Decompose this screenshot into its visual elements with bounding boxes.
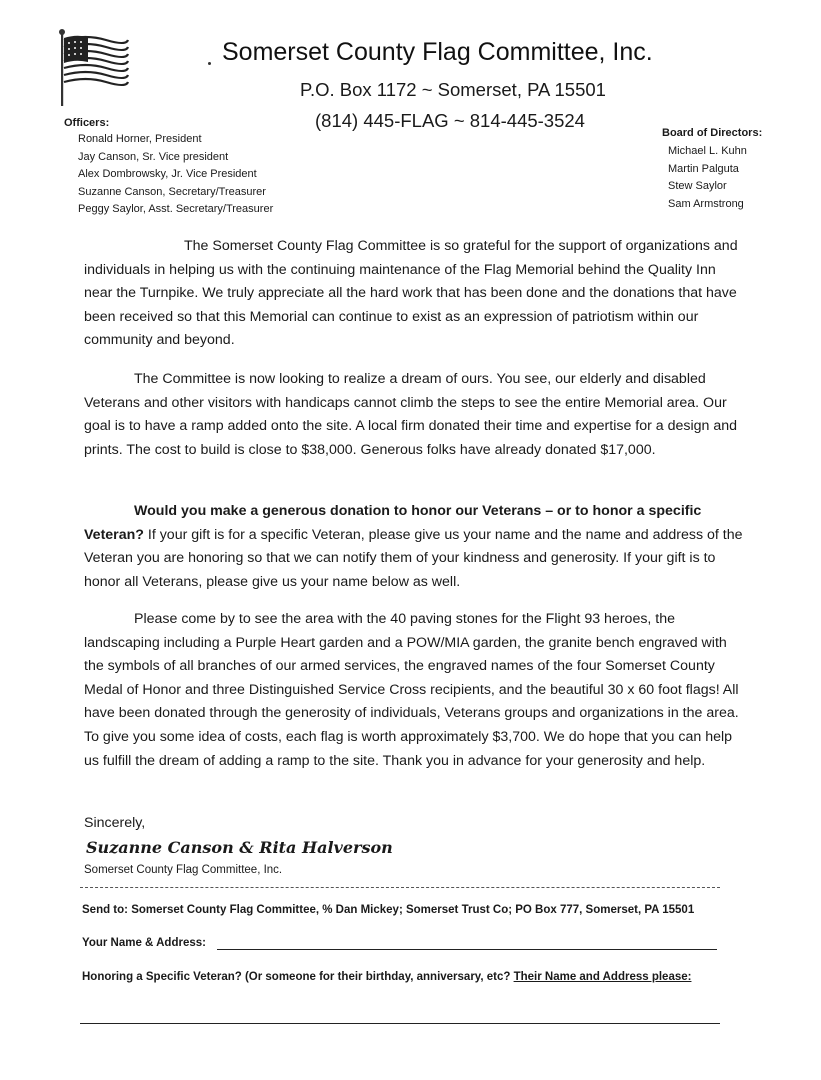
paragraph-text: The Somerset County Flag Committee is so grateful for the support of organizations and individuals in helping us with the continuing maintenance of the Flag Memorial behind the Quality Inn near the Turnpike. We truly appreciate all the hard work that has been done and the donations that have been received so that this Memorial can continue to exist as an expression of patriotism within our community and beyond. (84, 238, 738, 349)
paragraph-gratitude (84, 235, 744, 353)
honoring-name-request: Their Name and Address please: (513, 971, 692, 983)
officer-item: Jay Canson, Sr. Vice president (78, 150, 229, 163)
honoring-question: Honoring a Specific Veteran? (Or someone for their birthday, anniversary, etc? (82, 971, 514, 983)
mailing-address: P.O. Box 1172 ~ Somerset, PA 15501 (300, 79, 606, 100)
page-title: Somerset County Flag Committee, Inc. (222, 38, 653, 66)
officer-item: Peggy Saylor, Asst. Secretary/Treasurer (78, 203, 274, 215)
phone-numbers: (814) 445-FLAG ~ 814-445-3524 (315, 110, 585, 131)
name-address-field[interactable] (217, 949, 717, 950)
paragraph-text: If your gift is for a specific Veteran, please give us your name and the name and address of the Veteran you are honoring so that we can notify them of your kindness and generosity. If your gift is to honor all Veterans, please give us your name below as well. (84, 526, 743, 590)
honoring-veteran-field[interactable] (80, 1023, 720, 1024)
donation-question: Would you make a generous donation to honor our Veterans – or to honor a specific Veteran? (84, 503, 702, 543)
officers-heading: Officers: (64, 117, 110, 129)
board-member: Stew Saylor (668, 180, 727, 192)
paragraph-dream (84, 368, 744, 462)
board-list (668, 143, 747, 213)
paragraph-donation-request (84, 500, 744, 594)
signature: Suzanne Canson & Rita Halverson (86, 838, 393, 857)
paragraph-text: Please come by to see the area with the 40 paving stones for the Flight 93 heroes, the landscaping including a Purple Heart garden and a POW/MIA garden, the granite bench engraved with the symbols of all branches of our armed services, the engraved names of the four Somerset County Medal of Honor and three Distinguished Service Cross recipients, and the beautiful 30 x 60 foot flags! All have been donated through the generosity of individuals, Veterans groups and organizations in the area. To give you some idea of costs, each flag is worth approximately $3,700. We do hope that you can help us fulfill the dream of adding a ramp to the site. Thank you in advance for your generosity and help. (84, 611, 739, 769)
officer-item: Ronald Horner, President (78, 133, 202, 145)
board-member: Sam Armstrong (668, 197, 744, 210)
send-to-address: Send to: Somerset County Flag Committee, % Dan Mickey; Somerset Trust Co; PO Box 777, Somerset, PA 15501 (82, 904, 695, 916)
board-member: Martin Palguta (668, 162, 739, 175)
cut-line (80, 887, 720, 888)
name-address-label: Your Name & Address: (82, 937, 206, 949)
american-flag-icon (56, 28, 136, 108)
paragraph-text: The Committee is now looking to realize a dream of ours. You see, our elderly and disabled Veterans and other visitors with handicaps cannot climb the steps to see the entire Memorial area. Our goal is to have a ramp added onto the site. A local firm donated their time and expertise for a design and prints. The cost to build is close to $38,000. Generous folks have already donated $17,000. (84, 371, 738, 458)
paragraph-memorial-details (84, 608, 744, 773)
decorative-dot (208, 62, 211, 65)
board-member: Michael L. Kuhn (668, 145, 747, 157)
officer-item: Suzanne Canson, Secretary/Treasurer (78, 185, 266, 198)
officer-item: Alex Dombrowsky, Jr. Vice President (78, 168, 257, 180)
honoring-veteran-label (82, 971, 691, 983)
board-heading: Board of Directors: (662, 127, 763, 139)
signature-org: Somerset County Flag Committee, Inc. (84, 864, 283, 876)
salutation: Sincerely, (84, 815, 146, 831)
officers-list (78, 131, 273, 219)
